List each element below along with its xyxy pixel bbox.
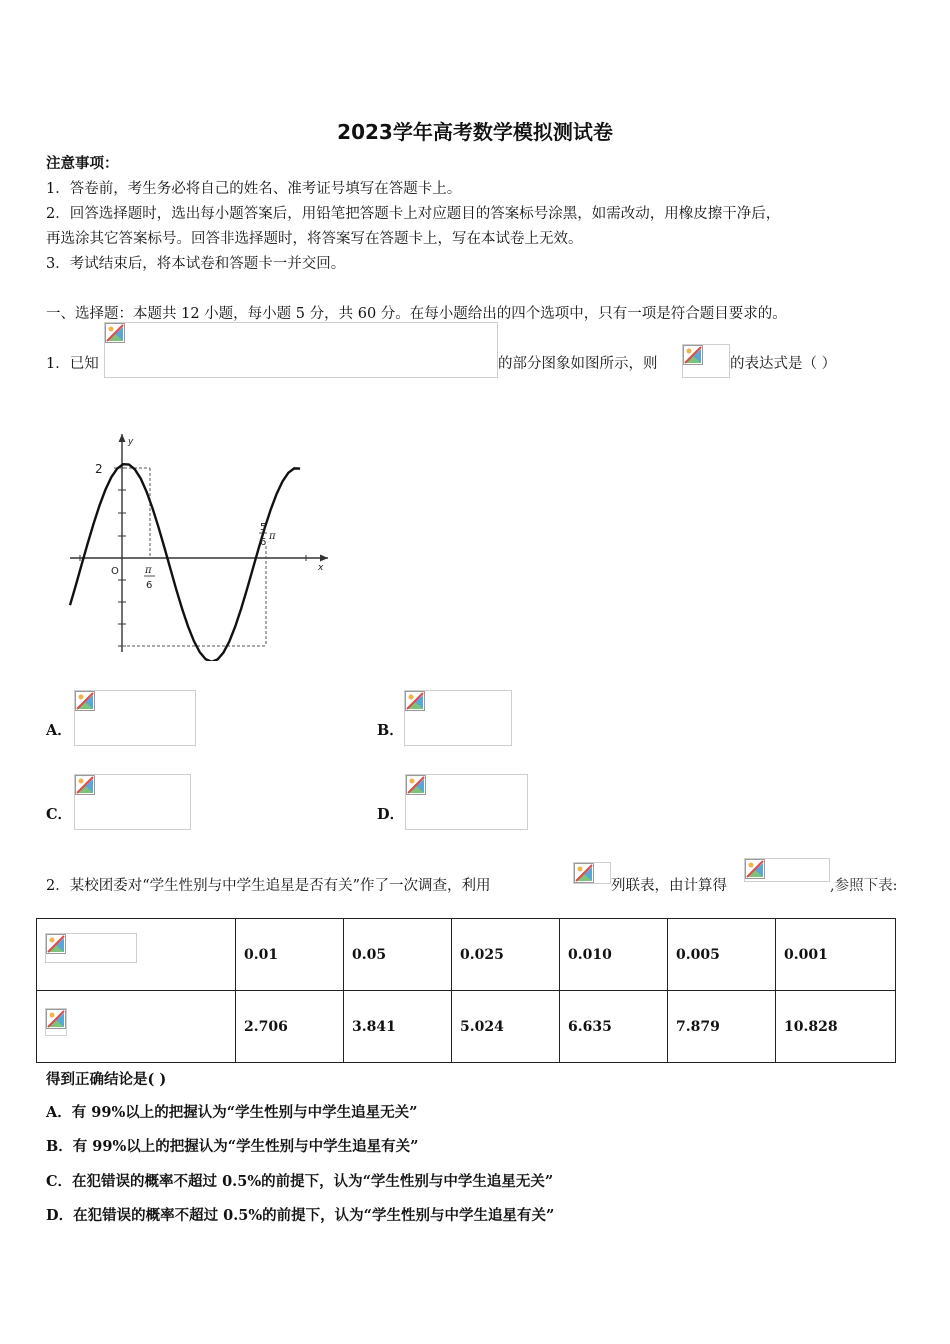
table-cell: 0.001: [776, 919, 896, 991]
q2-suffix: ,参照下表:: [830, 878, 898, 894]
5pi6-numerator: 5: [260, 522, 267, 533]
page-title: 2023学年高考数学模拟测试卷: [337, 120, 613, 144]
table-row: [37, 991, 896, 1063]
x-axis-label: x: [318, 563, 324, 573]
notice-heading: 注意事项：: [46, 155, 119, 172]
q2-prefix: 2．某校团委对“学生性别与中学生追星是否有关”作了一次调查，利用: [46, 878, 491, 894]
q1-function-image: [104, 322, 498, 378]
broken-image-icon: [46, 934, 66, 954]
5pi6-pi: π: [269, 531, 276, 542]
table-cell: 0.010: [560, 919, 668, 991]
q1-suffix: 的表达式是（ ）: [730, 356, 837, 372]
table-cell: 2.706: [236, 991, 344, 1063]
table-cell: 0.05: [344, 919, 452, 991]
5pi6-denominator: 6: [260, 537, 267, 548]
q1-option-c-image[interactable]: [74, 774, 191, 830]
table-cell: 6.635: [560, 991, 668, 1063]
table-cell: 0.025: [452, 919, 560, 991]
pi6-denominator: 6: [146, 580, 153, 591]
table-cell: 0.005: [668, 919, 776, 991]
q1-option-d-image[interactable]: [405, 774, 528, 830]
q1-option-b-label[interactable]: B．: [377, 722, 404, 739]
max-label: 2: [95, 462, 103, 476]
q1-option-a-image[interactable]: [74, 690, 196, 746]
q2-option-a[interactable]: A．有 99%以上的把握认为“学生性别与中学生追星无关”: [46, 1104, 418, 1121]
table-cell: 7.879: [668, 991, 776, 1063]
notice-item-2-cont: 再选涂其它答案标号。回答非选择题时，将答案写在答题卡上，写在本试卷上无效。: [46, 231, 583, 247]
y-axis-arrow: [119, 434, 126, 442]
q1-prefix: 1．已知: [46, 356, 99, 372]
notice-item-1: 1．答卷前，考生务必将自己的姓名、准考证号填写在答题卡上。: [46, 181, 462, 197]
broken-image-icon: [406, 775, 426, 795]
table-header-cell: [37, 991, 236, 1063]
q1-fx-image: [682, 344, 730, 378]
section-heading: 一、选择题：本题共 12 小题，每小题 5 分，共 60 分。在每小题给出的四个选项中，只有一项是符合题目要求的。: [46, 306, 787, 322]
q1-sine-graph: [66, 426, 336, 661]
table-cell: 5.024: [452, 991, 560, 1063]
q2-option-d[interactable]: D．在犯错误的概率不超过 0.5%的前提下，认为“学生性别与中学生追星有关”: [46, 1207, 555, 1224]
broken-image-icon: [574, 863, 594, 883]
probability-symbol-image: [45, 933, 137, 963]
table-header-cell: [37, 919, 236, 991]
q2-conclusion-prompt: 得到正确结论是( ): [46, 1071, 167, 1088]
broken-image-icon: [105, 323, 125, 343]
broken-image-icon: [46, 1009, 66, 1029]
q2-option-c[interactable]: C．在犯错误的概率不超过 0.5%的前提下，认为“学生性别与中学生追星无关”: [46, 1173, 554, 1190]
notice-item-2: 2．回答选择题时，选出每小题答案后，用铅笔把答题卡上对应题目的答案标号涂黑，如需改动，用橡皮擦干净后，: [46, 206, 781, 222]
q1-option-d-label[interactable]: D．: [377, 806, 405, 823]
y-axis-label: y: [128, 437, 134, 447]
q2-statistic-image: [744, 858, 830, 882]
k0-symbol-image: [45, 1008, 67, 1036]
q2-critical-value-table: [36, 918, 896, 1063]
broken-image-icon: [405, 691, 425, 711]
broken-image-icon: [683, 345, 703, 365]
table-cell: 10.828: [776, 991, 896, 1063]
q1-option-b-image[interactable]: [404, 690, 512, 746]
q1-option-a-label[interactable]: A．: [46, 722, 72, 739]
broken-image-icon: [75, 775, 95, 795]
broken-image-icon: [75, 691, 95, 711]
pi6-numerator: π: [145, 565, 152, 576]
q2-contingency-image: [573, 862, 611, 884]
table-row: [37, 919, 896, 991]
q2-option-b[interactable]: B．有 99%以上的把握认为“学生性别与中学生追星有关”: [46, 1138, 419, 1155]
q1-middle: 的部分图象如图所示，则: [498, 356, 658, 372]
q1-option-c-label[interactable]: C．: [46, 806, 73, 823]
table-cell: 0.01: [236, 919, 344, 991]
origin-label: O: [111, 566, 119, 577]
q2-middle: 列联表，由计算得: [611, 878, 727, 894]
table-cell: 3.841: [344, 991, 452, 1063]
notice-item-3: 3．考试结束后，将本试卷和答题卡一并交回。: [46, 256, 346, 272]
x-axis-arrow: [320, 555, 328, 562]
broken-image-icon: [745, 859, 765, 879]
